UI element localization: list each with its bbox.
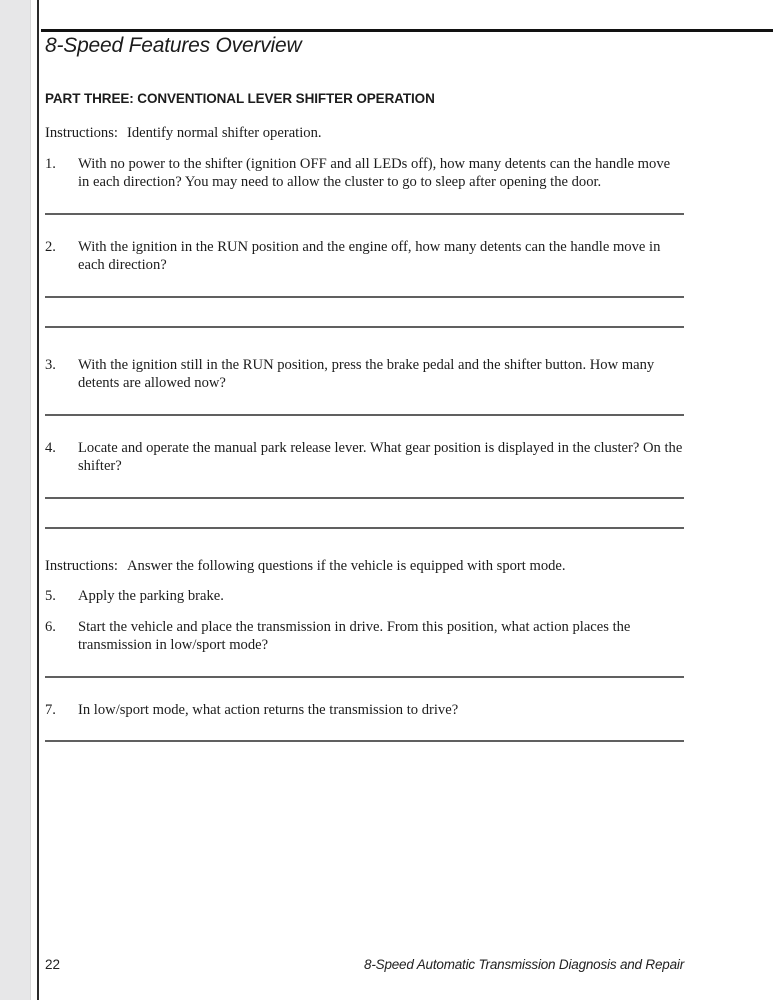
question-number: 4. [45, 439, 56, 456]
header-rule [41, 29, 773, 32]
question-text: With the ignition still in the RUN position, press the brake pedal and the shifter button. How many detents are allowed now? [78, 356, 655, 391]
instructions-text: Identify normal shifter operation. [127, 125, 322, 141]
instructions-row [45, 124, 684, 143]
question-text: Locate and operate the manual park release lever. What gear position is displayed in the cluster? On the shifter? [78, 439, 683, 474]
answer-line [45, 213, 684, 215]
answer-line [45, 497, 684, 499]
answer-line [45, 326, 684, 328]
binding-vertical-rule [37, 0, 39, 1000]
answer-line [45, 740, 684, 742]
question-text: Apply the parking brake. [78, 588, 224, 604]
instructions-text: Answer the following questions if the vehicle is equipped with sport mode. [127, 557, 566, 574]
question-3 [45, 356, 684, 393]
answer-line [45, 296, 684, 298]
instructions-label: Instructions: [45, 125, 118, 141]
question-7 [45, 701, 684, 720]
section-heading: PART THREE: CONVENTIONAL LEVER SHIFTER OPERATION [45, 91, 435, 106]
answer-line [45, 414, 684, 416]
question-text: With the ignition in the RUN position and the engine off, how many detents can the handle move in each direction? [78, 238, 661, 273]
question-number: 1. [45, 155, 56, 172]
page-number: 22 [45, 957, 61, 972]
question-4 [45, 439, 684, 476]
question-text: Start the vehicle and place the transmission in drive. From this position, what action places the transmission in low/sport mode? [78, 618, 631, 653]
instructions-row [45, 557, 684, 576]
answer-line [45, 527, 684, 529]
answer-line [45, 676, 684, 678]
question-5 [45, 587, 684, 606]
question-text: In low/sport mode, what action returns the transmission to drive? [78, 701, 459, 718]
question-text: With no power to the shifter (ignition OFF and all LEDs off), how many detents can the handle move in each direction? You may need to allow the cluster to go to sleep after opening the door. [78, 155, 671, 190]
question-6 [45, 618, 684, 655]
question-number: 5. [45, 588, 56, 604]
question-number: 2. [45, 238, 56, 255]
question-number: 3. [45, 356, 56, 373]
instructions-label: Instructions: [45, 557, 118, 574]
question-2 [45, 238, 684, 275]
question-number: 6. [45, 618, 56, 635]
page-content [45, 33, 684, 742]
question-number: 7. [45, 701, 56, 718]
question-1 [45, 155, 684, 192]
page-title: 8-Speed Features Overview [45, 34, 302, 57]
left-margin-strip [0, 0, 31, 1000]
footer-book-title: 8-Speed Automatic Transmission Diagnosis and Repair [364, 957, 684, 972]
page-footer [45, 957, 684, 972]
